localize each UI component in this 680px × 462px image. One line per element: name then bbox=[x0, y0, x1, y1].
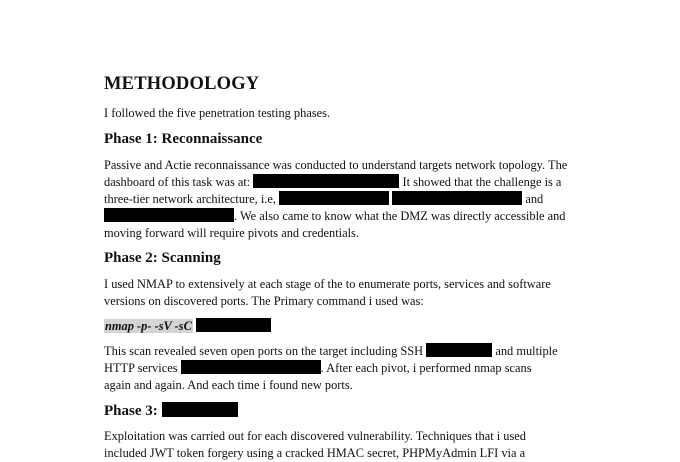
phase1-paragraph bbox=[104, 157, 584, 242]
text-run: and bbox=[525, 192, 544, 206]
text-line: I used NMAP to extensively at each stage of the to enumerate ports, services and software bbox=[104, 277, 551, 291]
text-line bbox=[104, 343, 584, 360]
text-run: . We also came to know what the DMZ was directly accessible and bbox=[234, 209, 566, 223]
text-line: included JWT token forgery using a cracked HMAC secret, PHPMyAdmin LFI via a bbox=[104, 446, 526, 460]
text-run: . After each pivot, i performed nmap scans bbox=[320, 361, 532, 375]
text-line bbox=[104, 360, 584, 377]
text-line bbox=[104, 174, 584, 191]
heading-text: Phase 3: bbox=[104, 403, 158, 419]
text-line bbox=[104, 208, 584, 225]
section-heading: METHODOLOGY bbox=[104, 74, 260, 94]
text-line: Passive and Actie reconnaissance was conducted to understand targets network topology. The bbox=[104, 158, 568, 172]
phase2-heading: Phase 2: Scanning bbox=[104, 250, 221, 266]
text-line: again and again. And each time i found new ports. bbox=[104, 378, 353, 392]
text-line bbox=[104, 191, 584, 208]
phase1-heading: Phase 1: Reconnaissance bbox=[104, 131, 263, 147]
phase3-heading bbox=[104, 402, 238, 420]
text-line: versions on discovered ports. The Primary command i used was: bbox=[104, 294, 424, 308]
redaction-box bbox=[104, 208, 234, 222]
text-line: moving forward will require pivots and credentials. bbox=[104, 226, 359, 240]
scan-results-paragraph bbox=[104, 343, 584, 394]
redaction-box bbox=[279, 191, 389, 205]
redaction-box bbox=[162, 402, 238, 417]
phase2-paragraph bbox=[104, 276, 584, 310]
redaction-box bbox=[426, 343, 492, 357]
intro-paragraph: I followed the five penetration testing phases. bbox=[104, 106, 331, 120]
text-run: It showed that the challenge is a bbox=[402, 175, 562, 189]
text-run: and multiple bbox=[495, 344, 558, 358]
redaction-box bbox=[196, 318, 271, 332]
text-line: Exploitation was carried out for each discovered vulnerability. Techniques that i used bbox=[104, 429, 527, 443]
redaction-box bbox=[392, 191, 522, 205]
text-run: three-tier network architecture, i.e, bbox=[104, 192, 276, 206]
nmap-command: nmap -p- -sV -sC bbox=[105, 319, 192, 333]
redaction-box bbox=[253, 174, 399, 188]
text-run: HTTP services bbox=[104, 361, 178, 375]
redaction-box bbox=[181, 360, 321, 374]
command-line bbox=[104, 318, 271, 335]
phase3-paragraph bbox=[104, 428, 584, 462]
text-run: This scan revealed seven open ports on the target including SSH bbox=[104, 344, 424, 358]
text-run: dashboard of this task was at: bbox=[104, 175, 251, 189]
